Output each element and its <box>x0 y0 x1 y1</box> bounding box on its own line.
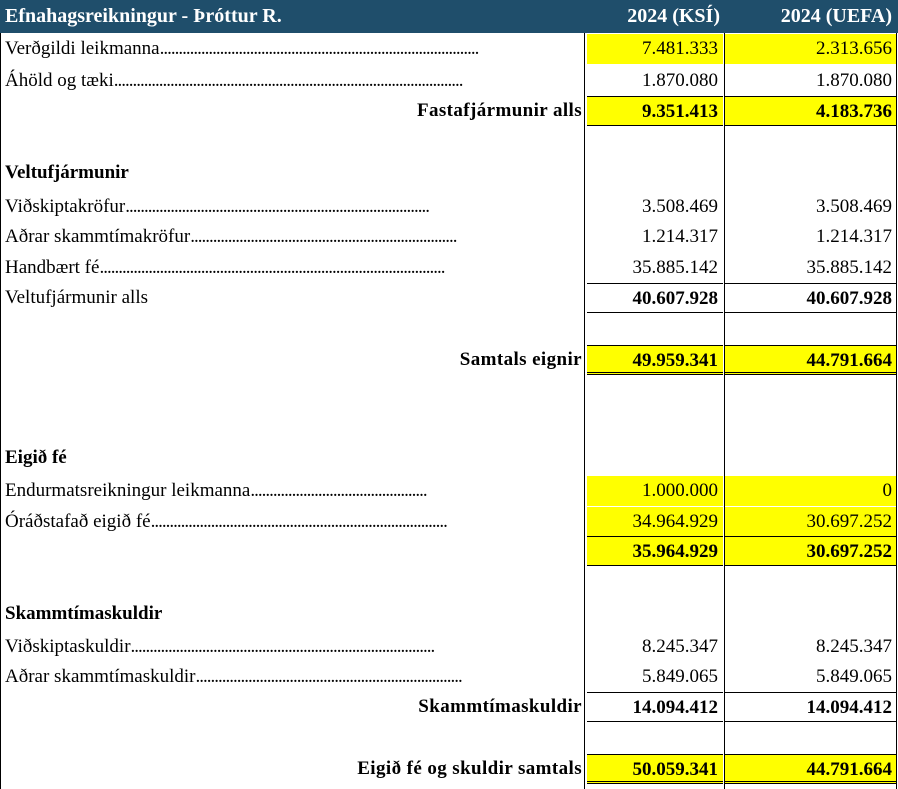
cell-ksi: 3.508.469 <box>642 196 718 217</box>
table-row <box>0 222 898 252</box>
row-label: Endurmatsreikningur leikmanna............................................... <box>5 480 427 501</box>
cell-uefa: 44.791.664 <box>725 754 897 784</box>
cell-uefa: 1.214.317 <box>816 226 892 247</box>
cell-ksi: 50.059.341 <box>587 754 723 784</box>
column-divider <box>724 33 725 789</box>
row-label: Viðskiptaskuldir................................................................................. <box>5 636 435 657</box>
cell-uefa: 30.697.252 <box>725 536 897 566</box>
table-row-total <box>0 283 898 315</box>
cell-uefa: 0 <box>725 476 897 506</box>
table-row-total <box>0 692 898 724</box>
row-label: Eigið fé og skuldir samtals <box>357 758 582 779</box>
row-label: Viðskiptakröfur................................................................................. <box>5 196 429 217</box>
cell-uefa: 44.791.664 <box>725 345 897 375</box>
column-divider <box>584 33 585 789</box>
cell-ksi: 9.351.413 <box>587 96 723 126</box>
row-label: Verðgildi leikmanna..................................................................................... <box>5 38 479 59</box>
row-label: Handbært fé............................................................................................ <box>5 257 445 278</box>
row-label: Fastafjármunir alls <box>416 100 582 121</box>
cell-ksi: 49.959.341 <box>587 345 723 375</box>
table-row-total <box>0 536 898 567</box>
table-row-grand-total <box>0 345 898 378</box>
row-label: Óráðstafað eigið fé............................................................................... <box>5 511 447 532</box>
cell-ksi: 7.481.333 <box>587 34 723 64</box>
cell-uefa: 2.313.656 <box>725 34 897 64</box>
cell-ksi: 1.870.080 <box>642 70 718 91</box>
cell-ksi: 40.607.928 <box>587 283 723 313</box>
cell-uefa: 35.885.142 <box>806 257 892 278</box>
table-row <box>0 476 898 506</box>
cell-uefa: 40.607.928 <box>725 283 897 313</box>
cell-ksi: 34.964.929 <box>587 507 723 537</box>
cell-ksi: 35.885.142 <box>632 257 718 278</box>
table-row <box>0 662 898 692</box>
table-row-grand-total <box>0 754 898 787</box>
table-border-left <box>0 33 1 789</box>
table-row <box>0 192 898 222</box>
section-heading-row <box>0 158 898 188</box>
section-heading: Eigið fé <box>5 447 67 468</box>
section-heading-row <box>0 443 898 473</box>
table-row-total <box>0 96 898 127</box>
cell-ksi: 1.000.000 <box>587 476 723 506</box>
sheet-title: Efnahagsreikningur - Þróttur R. <box>5 5 282 27</box>
row-label: Skammtímaskuldir <box>418 696 582 717</box>
section-heading: Skammtímaskuldir <box>5 603 163 624</box>
table-row <box>0 34 898 64</box>
cell-ksi: 14.094.412 <box>587 692 723 722</box>
cell-uefa: 8.245.347 <box>816 636 892 657</box>
row-label: Aðrar skammtímaskuldir....................................................................... <box>5 666 462 687</box>
cell-uefa: 5.849.065 <box>816 666 892 687</box>
table-row <box>0 66 898 96</box>
table-row <box>0 632 898 662</box>
row-label: Aðrar skammtímakröfur....................................................................... <box>5 226 457 247</box>
section-heading: Veltufjármunir <box>5 162 129 183</box>
table-row <box>0 507 898 537</box>
sheet-header <box>0 0 898 33</box>
cell-ksi: 5.849.065 <box>642 666 718 687</box>
column-header-ksi: 2024 (KSÍ) <box>627 5 720 27</box>
cell-uefa: 3.508.469 <box>816 196 892 217</box>
row-label: Áhöld og tæki............................................................................................. <box>5 70 463 91</box>
column-header-uefa: 2024 (UEFA) <box>780 5 892 27</box>
cell-uefa: 30.697.252 <box>725 507 897 537</box>
table-border-right <box>896 33 897 789</box>
row-label: Veltufjármunir alls <box>5 287 148 308</box>
cell-ksi: 1.214.317 <box>642 226 718 247</box>
cell-uefa: 4.183.736 <box>725 96 897 126</box>
row-label: Samtals eignir <box>459 349 582 370</box>
cell-uefa: 1.870.080 <box>816 70 892 91</box>
cell-uefa: 14.094.412 <box>725 692 897 722</box>
table-row <box>0 253 898 283</box>
section-heading-row <box>0 599 898 629</box>
cell-ksi: 8.245.347 <box>642 636 718 657</box>
cell-ksi: 35.964.929 <box>587 536 723 566</box>
